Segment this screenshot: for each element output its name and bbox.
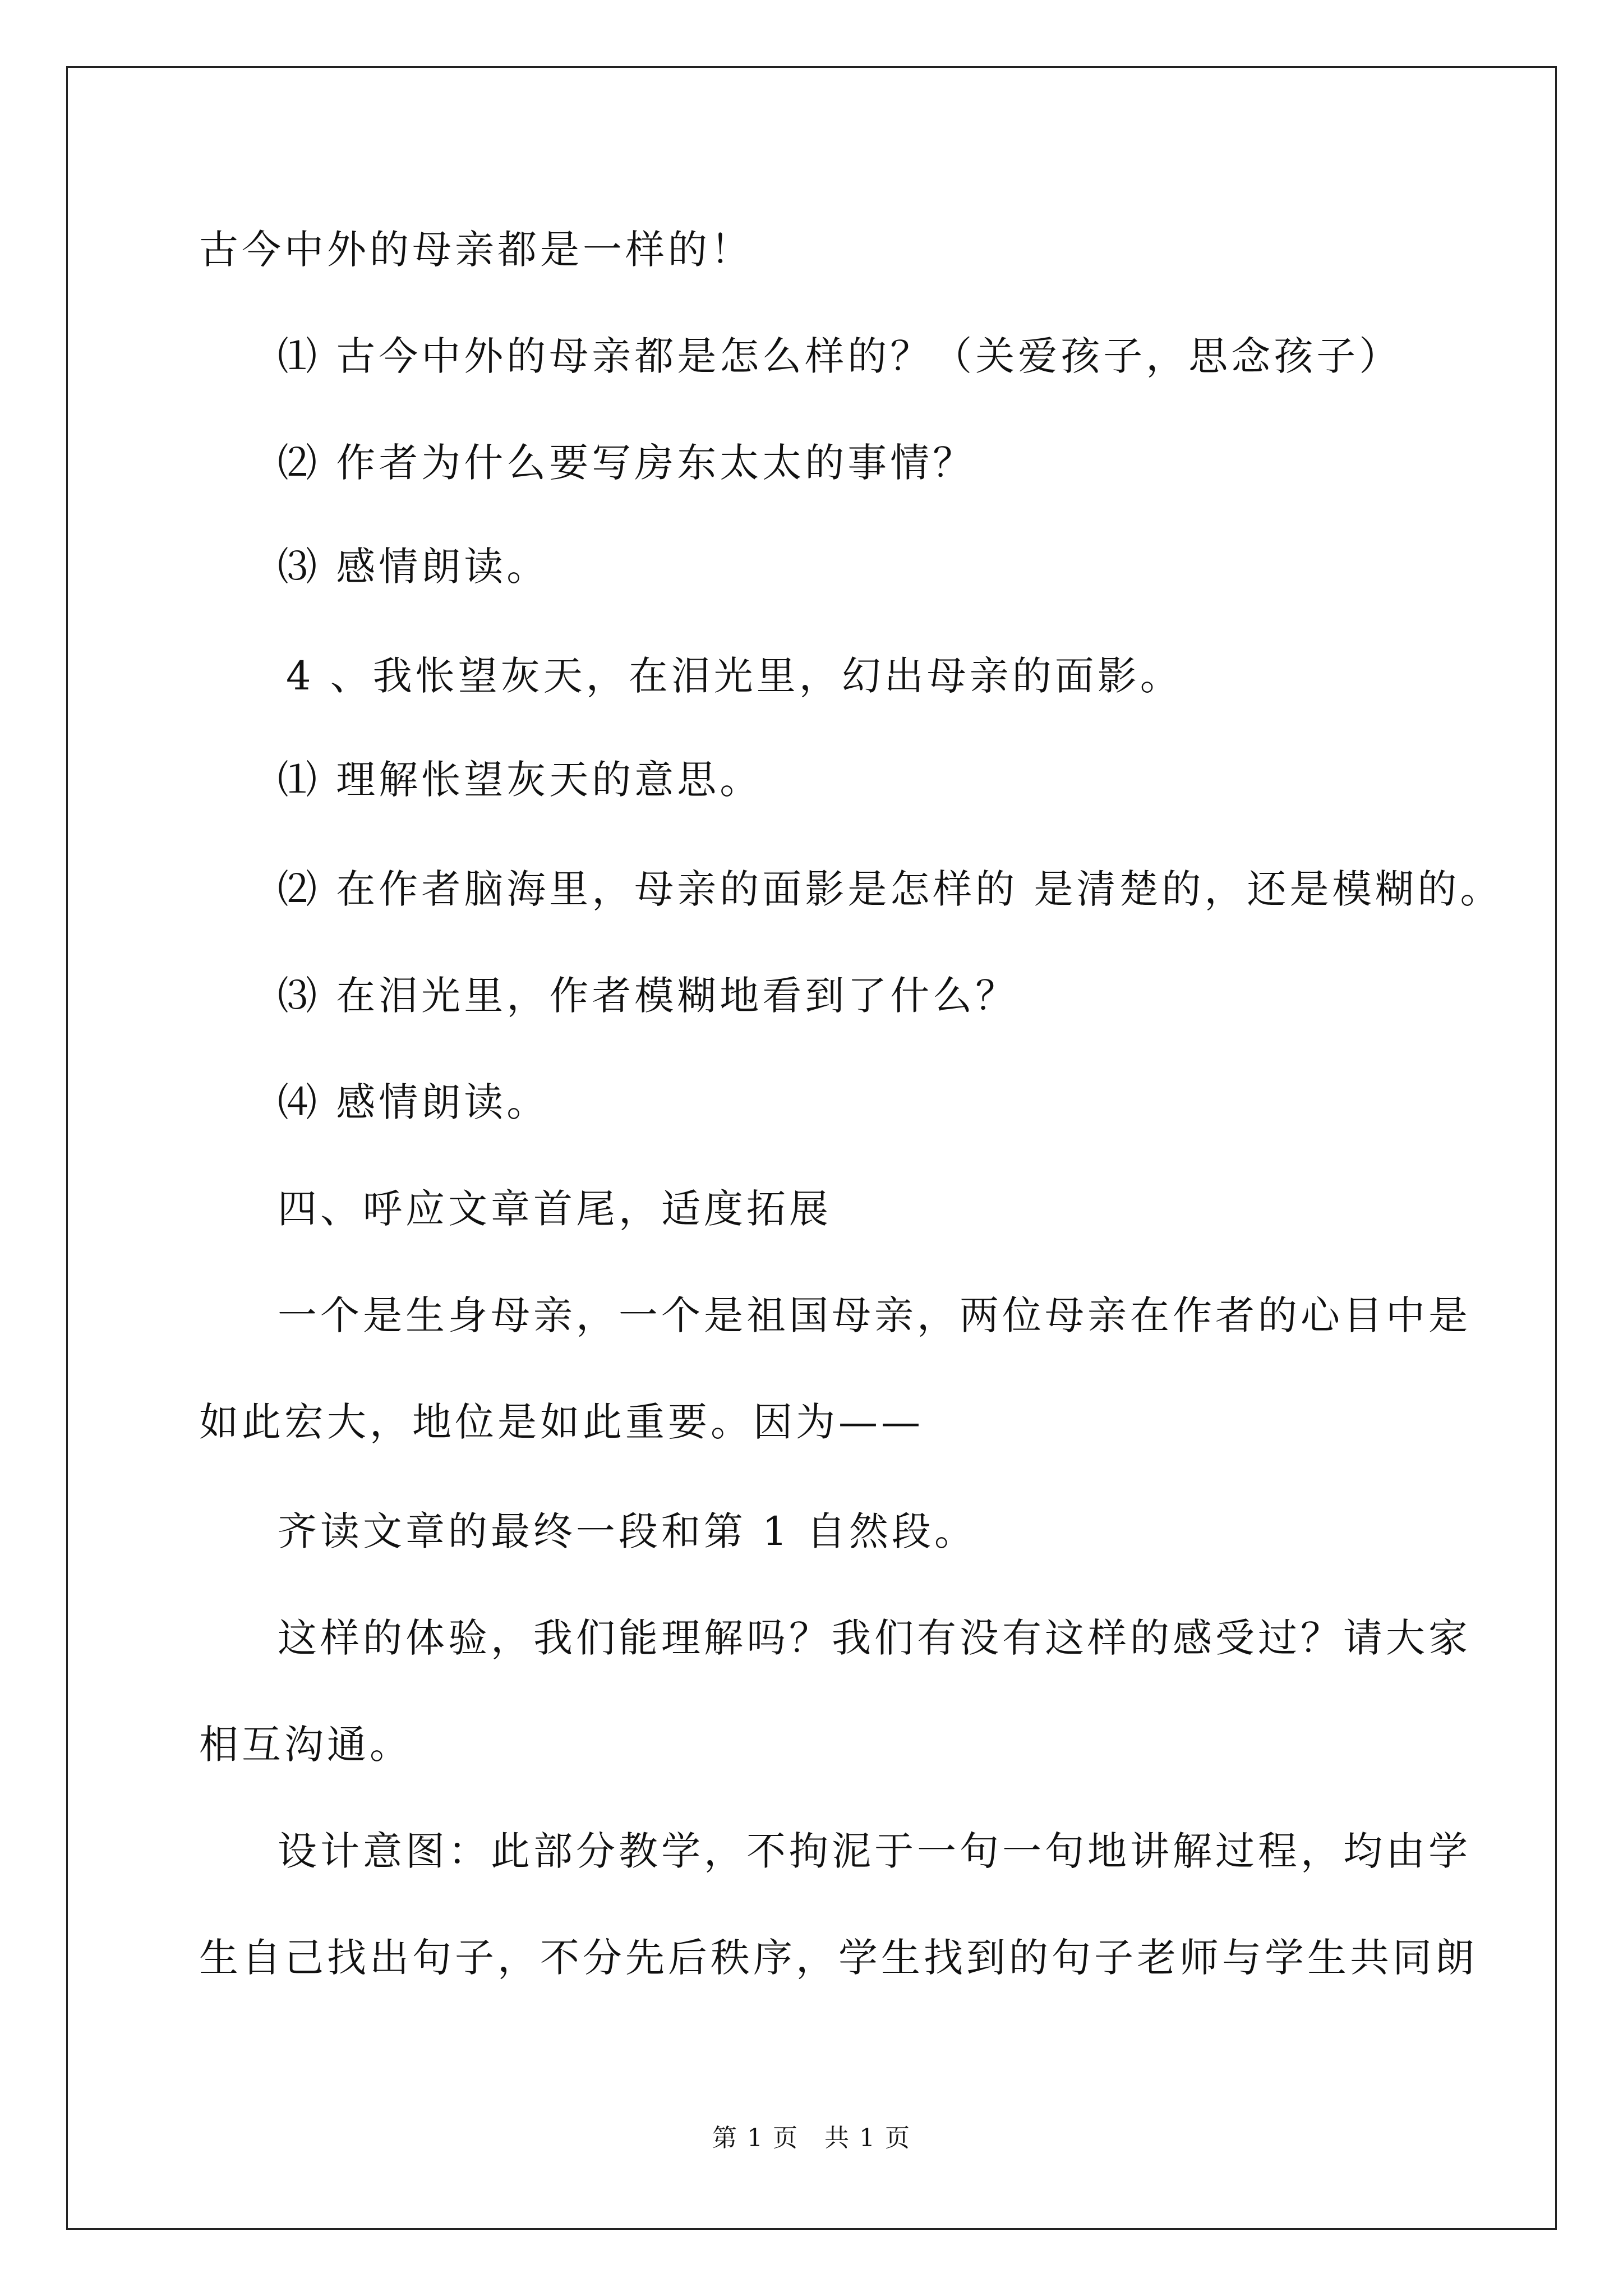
text-line: ⑷ 感情朗读。 [278, 1079, 550, 1125]
text-line: 设计意图：此部分教学，不拘泥于一句一句地讲解过程，均由学 [278, 1828, 1471, 1874]
text-line: ⑶ 在泪光里，作者模糊地看到了什么？ [278, 973, 1018, 1019]
text-line: 如此宏大，地位是如此重要。因为—— [199, 1399, 924, 1445]
text-line: ⑶ 感情朗读。 [278, 544, 550, 590]
text-line: 一个是生身母亲，一个是祖国母亲，两位母亲在作者的心目中是 [278, 1292, 1471, 1338]
text-line: 这样的体验，我们能理解吗？我们有没有这样的感受过？请大家 [278, 1615, 1471, 1661]
text-line: ⑵ 在作者脑海里，母亲的面影是怎样的 是清楚的，还是模糊的。 [278, 866, 1503, 912]
section-heading: 四、呼应文章首尾，适度拓展 [278, 1186, 832, 1232]
text-line: 4 、我怅望灰天，在泪光里，幻出母亲的面影。 [286, 653, 1183, 699]
text-line: 古今中外的母亲都是一样的！ [199, 227, 753, 273]
text-line: 生自己找出句子，不分先后秩序，学生找到的句子老师与学生共同朗 [199, 1935, 1478, 1981]
text-line: 齐读文章的最终一段和第 1 自然段。 [278, 1508, 978, 1554]
text-line: ⑴ 古今中外的母亲都是怎么样的？（关爱孩子，思念孩子） [278, 333, 1402, 379]
text-line: ⑴ 理解怅望灰天的意思。 [278, 757, 763, 803]
page-footer: 第 1 页 共 1 页 [712, 2124, 911, 2152]
text-line: 相互沟通。 [199, 1722, 412, 1768]
page-border [66, 66, 1557, 2230]
text-line: ⑵ 作者为什么要写房东太太的事情？ [278, 440, 976, 486]
